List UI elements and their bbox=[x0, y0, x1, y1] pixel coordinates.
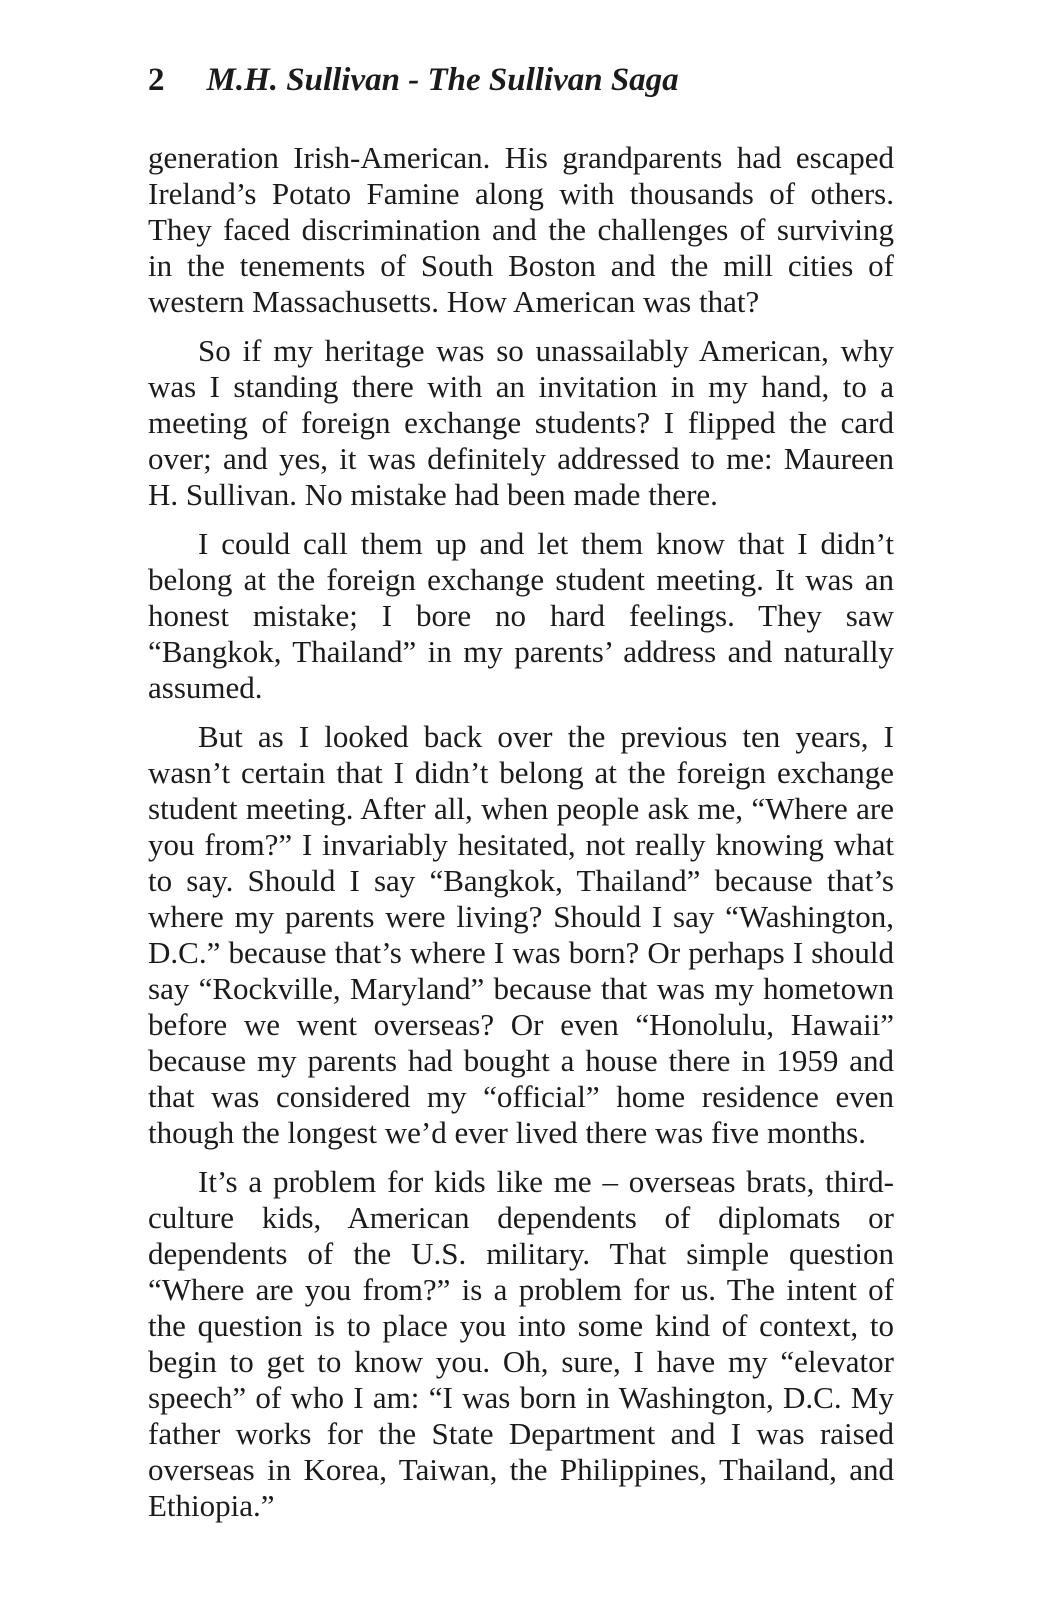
page-number: 2 bbox=[148, 62, 165, 98]
paragraph: But as I looked back over the previous ten years, I wasn’t certain that I didn’t belong at the foreign exchange student meeting. After all, when people ask me, “Where are you from?” I invariably hesitated, not really knowing what to say. Should I say “Bangkok, Thailand” because that’s where my parents were living? Should I say “Washington, D.C.” because that’s where I was born? Or perhaps I should say “Rockville, Maryland” because that was my hometown before we went overseas? Or even “Honolulu, Hawaii” because my parents had bought a house there in 1959 and that was considered my “official” home residence even though the longest we’d ever lived there was five months. bbox=[148, 719, 894, 1150]
paragraph: generation Irish-American. His grandparents had escaped Ireland’s Potato Famine along with thousands of others. They faced discrimination and the challenges of surviving in the tenements of South Boston and the mill cities of western Massachusetts. How American was that? bbox=[148, 140, 894, 319]
body-text bbox=[148, 140, 894, 1537]
running-header bbox=[148, 62, 679, 99]
paragraph: It’s a problem for kids like me – overseas brats, third-culture kids, American dependents of diplomats or dependents of the U.S. military. That simple question “Where are you from?” is a problem for us. The intent of the question is to place you into some kind of context, to begin to get to know you. Oh, sure, I have my “elevator speech” of who I am: “I was born in Washington, D.C. My father works for the State Department and I was raised overseas in Korea, Taiwan, the Philippines, Thailand, and Ethiopia.” bbox=[148, 1164, 894, 1523]
book-title: M.H. Sullivan - The Sullivan Saga bbox=[206, 62, 679, 98]
paragraph: I could call them up and let them know that I didn’t belong at the foreign exchange student meeting. It was an honest mistake; I bore no hard feelings. They saw “Bangkok, Thailand” in my parents’ address and naturally assumed. bbox=[148, 526, 894, 705]
paragraph: So if my heritage was so unassailably American, why was I standing there with an invitation in my hand, to a meeting of foreign exchange students? I flipped the card over; and yes, it was definitely addressed to me: Maureen H. Sullivan. No mistake had been made there. bbox=[148, 333, 894, 512]
